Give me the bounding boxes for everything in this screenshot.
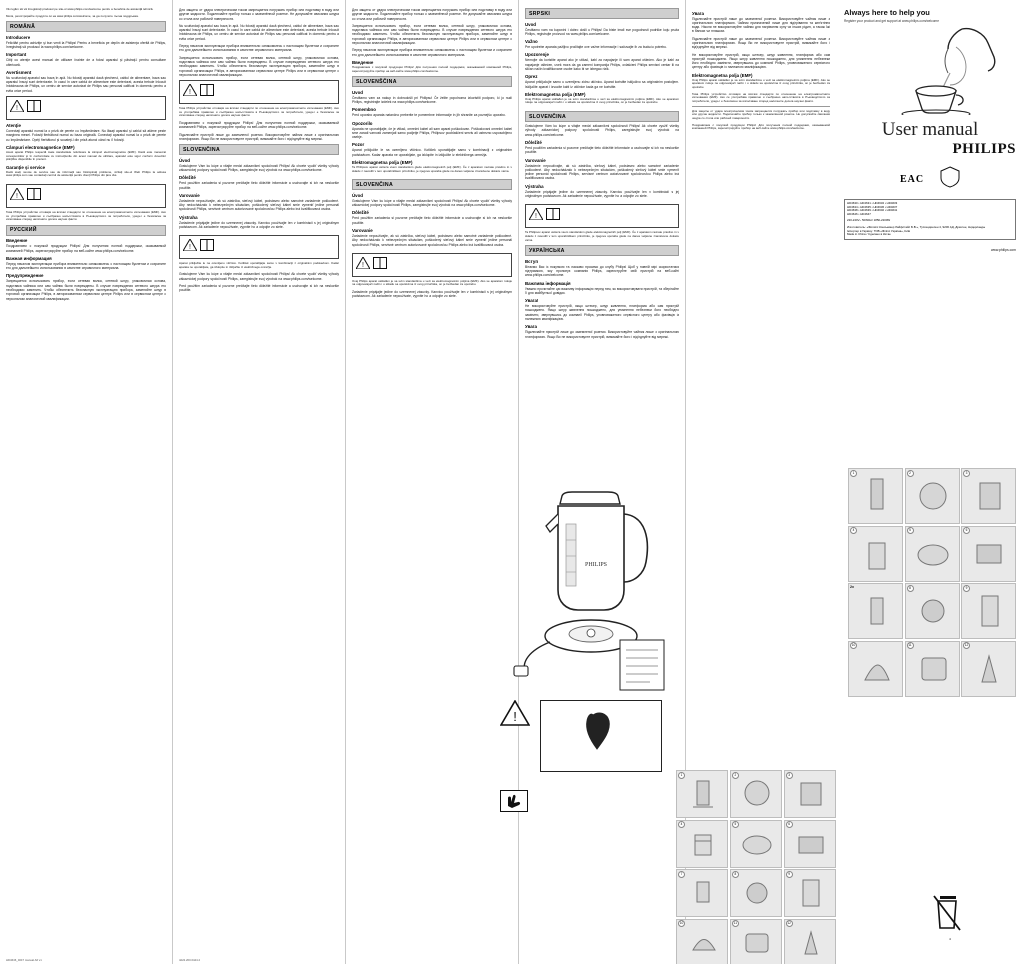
step-photo-grid-right <box>848 468 1016 697</box>
cup-pouring-illustration <box>844 23 1016 115</box>
body-text: Поздравляем с покупкой продукции Philips! Для получения полной поддержки, оказываемой компанией Philips, зарегистрируйте прибор на веб-сайте www.philips.com/welcome. <box>179 120 339 130</box>
body-text: Zariadenie pripájajte jedine do uzemnenej zásuvky. Kanvicu používajte len v kombinácii s jej originálnym podstavcom. Ak zariadenie nepoužívate, vypnite ho a odpojte zo siete. <box>179 220 339 229</box>
body-text: Gratulujeme Vám ku kúpe a vitajte medzi zákazníkmi spoločnosti Philips! Ak chcete využiť všetky výhody zákazníckej podpory spoločnosti Philips, zaregistrujte svoj výrobok na www.philips.com/welcome. <box>179 272 339 281</box>
svg-text:!: ! <box>16 192 18 200</box>
body-text: Pred použitím zariadenia si pozorne prečítajte tieto dôležité informácie a uschovajte si ich na neskoršie použitie. <box>179 284 339 293</box>
step-photo <box>676 919 728 964</box>
body-text: Для защиты от удара электрическим током запрещается погружать прибор или подставку в воду или другие жидкости. Подключайте прибор только к заземлённой розетке. Не допускайте свисания шнура со стола или рабочей поверхности. <box>352 8 512 21</box>
step-photo <box>905 526 960 582</box>
step-photo <box>961 583 1016 639</box>
body-text: Ovaj Philips aparat usklađen je sa svim standardima u vezi sa elektromagnetnim poljima (EMF). Ako se aparatom rukuje na odgovarajući način i u skladu sa uputstvima iz ovog priručnika, on je bezbedan za upotrebu. <box>525 96 679 105</box>
body-text: Поздравляем с покупкой продукции Philips! Для получения полной поддержки, оказываемой компанией Philips, зарегистрируйте прибор на веб-сайте www.philips.com/welcome. <box>6 244 166 253</box>
lang-heading-slovenski: SLOVENŠČINA <box>352 76 512 87</box>
step-number: 1 <box>850 470 857 477</box>
step-photo <box>905 641 960 697</box>
sub-heading: Вступ <box>525 258 538 264</box>
warning-box-4 <box>179 235 339 259</box>
body-text: Nu scufundaţi aparatul sau baza în apă. Nu folosiţi aparatul dacă ştecherul, cablul de alimentare, baza sau aparatul însuşi sunt deteriorate. În cazul în care cablul de alimentare este deteriorat, acesta trebuie înlocuit întotdeauna de Philips, un centru de service autorizat de Philips sau personal calificat în domeniu pentru a evita orice pericol. <box>6 75 166 93</box>
hand-icon-panel <box>500 790 530 817</box>
step-photo <box>784 820 836 868</box>
step-photo <box>961 641 1016 697</box>
step-photo-2x <box>848 583 903 639</box>
repeat-label: 2x <box>850 584 854 589</box>
sub-heading: Pozor <box>352 142 365 148</box>
section-slovencina <box>179 144 339 229</box>
body-text: Gratulujeme Vám ku kúpe a vitajte medzi zákazníkmi spoločnosti Philips! Ak chcete využiť všetky výhody zákazníckej podpory spoločnosti Philips, zaregistrujte svoj výrobok na www.philips.com/welcome. <box>525 124 679 137</box>
importer-ua: Імпортер в Україну: ТОВ «Філіпс Україна», Київ <box>847 228 911 233</box>
sub-heading: Введение <box>6 238 28 244</box>
manual-book-icon <box>546 207 560 225</box>
lang-heading-slovencina: SLOVENČINA <box>179 144 339 155</box>
section-srpski <box>525 8 679 105</box>
warning-box-6 <box>525 204 679 228</box>
warning-panel <box>500 700 530 731</box>
step-photo <box>961 526 1016 582</box>
section-russian <box>6 225 166 301</box>
step-photo <box>848 526 903 582</box>
warning-box-5 <box>352 253 512 277</box>
body-text: Gratulujeme Vám ku kúpe a vitajte medzi zákazníkmi spoločnosti Philips! Ak chcete využiť všetky výhody zákazníckej podpory spoločnosti Philips, zaregistrujte svoj výrobok na www.philips.com/welcome. <box>352 198 512 208</box>
lang-heading-slovensky: SLOVENČINA <box>352 179 512 190</box>
step-number: 10 <box>851 643 856 647</box>
warning-triangle-icon <box>183 83 197 101</box>
svg-text:!: ! <box>189 244 191 252</box>
step-number: 6 <box>786 821 793 828</box>
body-text: Čestitamo vam na kupovini i dobro došli u Philips! Da biste imali sve pogodnosti podrške koju pruža Philips, registrujte proizvod na www.philips.com/welcome. <box>525 27 679 36</box>
body-text: Zariadenie pripájajte jedine do uzemnenej zásuvky. Kanvicu používajte len v kombinácii s jej originálnym podstavcom. Ak zariadenie nepoužívate, vypnite ho a odpojte zo siete. <box>525 189 679 199</box>
divider-rule <box>692 106 830 107</box>
emf-note: Това Philips устройство отговаря на всички стандарти по отношение на електромагнитните излъчвания (EMF). Ако се употребява правилно и съобразно напътствията в Ръководството за потребителя, уредът е безопасен за използване според наличните досега научни факти. <box>6 209 166 222</box>
step-photo <box>848 468 903 524</box>
model-line: HD4638 • HD4639 • HD4640 • HD4641 <box>847 208 898 213</box>
body-text: Acest aparat Philips respectă toate standardele referitoare la câmpuri electromagnetice (EMF). Dacă este manevrat corespunzător şi în conformitate cu instrucţiunile din acest manual de utilizare, aparatul este sigur conform dovezilor ştiinţifice disponibile în prezent. <box>6 149 166 162</box>
body-text: Dacă aveţi nevoie de service sau de informaţii sau întâmpinaţi probleme, vizitaţi site-ul Web Philips la adresa www.philips.com sau contactaţi centrul de asistenţă pentru clienţi Philips din ţara dvs. <box>6 169 166 178</box>
body-text: Pred použitím zariadenia si pozorne prečítajte tieto dôležité informácie a uschovajte si ich na neskoršie použitie. <box>525 145 679 155</box>
sub-heading: Opozorilo <box>352 120 373 126</box>
section-ukrainian <box>525 245 679 339</box>
step-photo <box>676 770 728 818</box>
step-number: 7 <box>678 871 685 878</box>
sub-heading: Úvod <box>352 192 363 198</box>
step-photo <box>961 468 1016 524</box>
body-text: Підключайте пристрій лише до заземленої розетки. Використовуйте чайник лише з оригінальною платформою. Якщо Ви не використовуєте пристрій, вимикайте його і від'єднуйте від мережі. <box>525 330 679 339</box>
step-number: 12 <box>964 643 969 647</box>
step-number: 8 <box>732 871 739 878</box>
sub-heading: Увага <box>692 10 704 16</box>
step-number: 1 <box>678 772 685 779</box>
body-text: Не використовуйте пристрій, якщо штекер, шнур живлення, платформа або сам пристрій пошкоджено. Якщо шнур живлення пошкоджено, для уникнення небезпеки його необхідно замінити, звернувшись до компанії Philips, уповноваженого сервісного центру або фахівців із належною кваліфікацією. <box>692 52 830 70</box>
sub-heading: Garanţie şi service <box>6 164 46 170</box>
body-text: Перед началом эксплуатации прибора внимательно ознакомьтесь с настоящим буклетом и сохраните его для дальнейшего использования в качестве справочного материала. <box>352 48 512 57</box>
body-text: Aparat priključujte samo u uzemljenu zidnu utičnicu. Aparat koristite isključivo sa originalnim postoljem. Isključite aparat i izvucite kabl iz utičnice kada ga ne koristite. <box>525 80 679 89</box>
step-number: 11 <box>733 921 737 925</box>
body-text: Gratulujeme Vám ku kúpe a vitajte medzi zákazníkmi spoločnosti Philips! Ak chcete využiť všetky výhody zákazníckej podpory spoločnosti Philips, zaregistrujte svoj výrobok na www.philips.com/welcome. <box>179 163 339 172</box>
body-text: Перед началом эксплуатации прибора внимательно ознакомьтесь с настоящим буклетом и сохраните его для дальнейшего использования в качестве справочного материала. <box>6 261 166 271</box>
body-text: Pred použitím zariadenia si pozorne prečítajte tieto dôležité informácie a uschovajte si ich na neskoršie použitie. <box>352 216 512 225</box>
sub-heading: Varovanie <box>179 192 200 198</box>
section-romana <box>6 21 166 178</box>
sub-heading: Výstraha <box>525 183 544 189</box>
warning-box <box>6 96 166 120</box>
body-text: Ovaj Philips aparat usklađen je sa svim standardima u vezi sa elektromagnetnim poljima (EMF). Ako se aparatom rukuje na odgovarajući način i u skladu sa uputstvima iz ovog priručnika, on je bezbedan za upotrebu. <box>692 77 830 89</box>
step-photo <box>784 770 836 818</box>
section-slovensky-2 <box>352 179 512 247</box>
warning-box-2 <box>6 184 166 208</box>
manual-book-icon <box>200 238 214 256</box>
body-text: Вітаємо Вас із покупкою та ласкаво просимо до клубу Philips! Щоб у повній мірі скористатися підтримкою, яку пропонує компанія Philips, зареєструйте свій пристрій на веб-сайті www.philips.com/welcome. <box>525 264 679 278</box>
step-number: 11 <box>908 643 912 647</box>
body-text: Перед началом эксплуатации прибора внимательно ознакомьтесь с настоящим буклетом и сохраните его для дальнейшего использования в качестве справочного материала. <box>179 44 339 53</box>
tagline-sub: Register your product and get support at www.philips.com/welcome <box>844 19 939 23</box>
warning-box-3 <box>179 80 339 104</box>
sub-heading: Введение <box>352 59 374 65</box>
sub-heading: Câmpuri electromagnetice (EMF) <box>6 144 75 150</box>
body-text: Поздравляем с покупкой продукции Philips! Для получения полной поддержки, оказываемой компанией Philips, зарегистрируйте прибор на веб-сайте www.philips.com/welcome. <box>352 64 512 73</box>
step-photo <box>676 869 728 917</box>
sub-heading: Upozorenje <box>525 52 549 58</box>
sub-heading: Dôležité <box>179 175 196 181</box>
step-photo-grid-left <box>676 770 836 964</box>
emf-note-3: Aparat priključite le na ozemljeno vtičnico. Kotliček uporabljajte samo v kombinaciji z originalnim podstavkom. Kadar aparata ne uporabljate, ga izklopite in izključite iz električnega omrežja. <box>179 261 339 269</box>
sub-heading: Dôležité <box>352 210 369 216</box>
body-text: Для защиты от удара электрическим током запрещается погружать прибор или подставку в воду или другие жидкости. Подключайте прибор только к заземлённой розетке. Не допускайте свисания шнура со стола или рабочей поверхности. <box>179 8 339 21</box>
step-number: 4 <box>678 821 685 828</box>
step-photo <box>905 583 960 639</box>
svg-text:PHILIPS: PHILIPS <box>584 562 608 568</box>
step-number: 9 <box>786 871 793 878</box>
body-text: Zariadenie nepoužívajte, ak sú zástrčka, sieťový kábel, podstavec alebo samotné zariadenie poškodené. Aby nedochádzalo k nebezpečným situáciám, poškodený sieťový kábel smie vymeniť jedine personál spoločnosti Philips, servisné centrum autorizované spoločnosťou Philips alebo iná kvalifikovaná osoba. <box>525 163 679 181</box>
body-text: Підключайте пристрій лише до заземленої розетки. Використовуйте чайник лише з оригінальною платформою. Якщо Ви не використовуєте пристрій, вимикайте його і від'єднуйте від мережі. <box>179 132 339 141</box>
step-photo <box>848 641 903 697</box>
sub-heading: Pomembno <box>352 107 376 113</box>
column-3 <box>346 0 518 964</box>
lang-heading-ukrainian: УКРАЇНСЬКА <box>525 245 679 256</box>
top-note: Vă rugăm să vă înregistraţi produsul pe site-ul www.philips.com/welcome pentru a beneficia de asistenţă tehnică. <box>6 7 154 11</box>
emf-note-4: Ovaj Philips aparat usklađen je sa svim standardima u vezi sa elektromagnetnim poljima (EMF). Ako se aparatom rukuje na odgovarajući način i u skladu sa uputstvima iz ovog priručnika, on je bezbedan za upotrebu. <box>352 278 512 287</box>
model-approvals <box>844 199 1016 240</box>
made-in: Made in China / Сделано в Китае <box>847 232 891 237</box>
sub-heading: Uvod <box>352 89 363 95</box>
page-title: User manual <box>881 119 979 140</box>
emf-note-2: Това Philips устройство отговаря на всички стандарти по отношение на електромагнитните излъчвания (EMF). Ако се употребява правилно и съобразно напътствията в Ръководството за потребителя, уредът е безопасен за използване според наличните досега научни факти. <box>179 106 339 118</box>
body-text: Pre upotrebe aparata pažljivo pročitajte ove važne informacije i sačuvajte ih za buduću potrebu. <box>525 45 667 50</box>
brand-logo: PHILIPS <box>952 141 1016 157</box>
body-text: Pred uporabo aparata natančno preberite te pomembne informacije in jih shranite za poznejšo uporabo. <box>352 113 506 118</box>
manual-book-icon <box>373 256 387 274</box>
column-1 <box>0 0 172 964</box>
body-text: Това Philips устройство отговаря на всички стандарти по отношение на електромагнитните излъчвания (EMF). Ако се употребява правилно и съобразно напътствията в Ръководството за потребителя, уредът е безопасен за използване според наличните досега научни факти. <box>692 91 830 103</box>
body-text: Nemojte da koristite aparat ako je utikač, kabl za napajanje ili sam aparat oštećen. Ako je kabl za napajanje oštećen, uvek mora da ga zameni kompanija Philips, ovlašćeni Philips servisni centar ili na sličan način kvalifikovane osobe kako bi se izbegao rizik. <box>525 58 679 71</box>
lang-heading-srpski: SRPSKI <box>525 8 679 19</box>
warning-triangle-icon <box>183 238 197 256</box>
manual-book-icon <box>27 99 41 117</box>
sub-heading: Varovanie <box>352 227 373 233</box>
body-text: Ta Philipsov aparat ustreza vsem standardom glede elektromagnetnih polj (EMF). Če z aparatom ravnate pravilno in v skladu z navodili v tem uporabniškem priročniku, je njegova uporaba glede na danes veljavne znanstvene dokaze varna. <box>352 165 512 173</box>
body-text: Zariadenie nepoužívajte, ak sú zástrčka, sieťový kábel, podstavec alebo samotné zariadenie poškodené. Aby nedochádzalo k nebezpečným situáciám, poškodený sieťový kábel smie vymeniť jedine personál spoločnosti Philips, servisné centrum autorizované spoločnosťou Philips alebo iná kvalifikovaná osoba. <box>179 198 339 212</box>
column-2 <box>173 0 345 964</box>
sub-heading: Uvod <box>525 21 536 27</box>
step-number: 10 <box>679 921 684 925</box>
kettle-illustration <box>500 470 680 700</box>
step-number: 4 <box>850 527 857 534</box>
step-photo <box>730 869 782 917</box>
recycle-panel <box>930 892 970 941</box>
section-slovenski <box>352 76 512 173</box>
body-text: Підключайте пристрій лише до заземленої розетки. Використовуйте чайник лише з оригінальною платформою. Якщо Ви не використовуєте пристрій, вимикайте його і від'єднуйте від мережі. <box>692 36 830 50</box>
sub-heading: Výstraha <box>179 214 198 220</box>
step-number: 5 <box>732 821 739 828</box>
warning-triangle-icon <box>529 207 543 225</box>
body-text: Pred použitím zariadenia si pozorne prečítajte tieto dôležité informácie a uschovajte si ich na neskoršie použitie. <box>179 181 339 190</box>
sub-heading: Elektromagnetna polja (EMF) <box>525 91 586 97</box>
body-text: Поздравляем с покупкой продукции Philips! Для получения полной поддержки, оказываемой компанией Philips, зарегистрируйте прибор на веб-сайте www.philips.com/welcome. <box>692 122 830 131</box>
recycle-label: 4 <box>949 937 951 941</box>
model-line: HD4634 • HD4635 • HD4636 • HD4637 <box>847 204 898 209</box>
step-number: 6 <box>963 527 970 534</box>
warning-exclamation: ! <box>513 709 517 724</box>
body-text: Felicitări pentru achiziţie şi bun venit la Philips! Pentru a beneficia pe deplin de asistenţa oferită de Philips, înregistraţi-vă produsul la www.philips.com/welcome. <box>6 40 166 49</box>
step-number: 12 <box>787 921 791 925</box>
svg-text:!: ! <box>362 261 364 269</box>
sub-heading: Avertisment <box>6 69 32 75</box>
sub-heading: Elektromagnetna polja (EMF) <box>692 72 753 78</box>
step-number: 3 <box>786 772 793 779</box>
warning-triangle-icon <box>10 187 24 205</box>
footer-left: HD4646_4647 manual A6 v1 <box>6 958 42 962</box>
body-text: Aparat priključite le na ozemljeno vtičnico. Kotliček uporabljajte samo v kombinaciji z originalnim podstavkom. Kadar aparata ne uporabljate, ga izklopite in izključite iz električnega omrežja. <box>352 148 512 157</box>
footer-code: 4222.200.0444.2 <box>179 958 200 962</box>
step-number: 9 <box>963 585 970 592</box>
sub-heading: Увага! <box>525 298 539 304</box>
model-line: HD4630 • HD4631 • HD4632 • HD4633 <box>847 201 898 205</box>
step-number: 5 <box>907 527 914 534</box>
manual-book-icon <box>200 83 214 101</box>
sub-heading: Dôležité <box>525 139 542 145</box>
sub-heading: Увага <box>525 324 537 330</box>
section-slovencina-b <box>525 111 679 198</box>
body-text: Для защиты от удара электрическим током запрещается погружать прибор или подставку в воду или другие жидкости. Подключайте прибор только к заземлённой розетке. Не допускайте свисания шнура со стола или рабочей поверхности. <box>692 108 830 121</box>
body-text: Conectaţi aparatul numai la o priză de perete cu împământare. Nu lăsaţi aparatul şi cablul să atârne peste marginea mesei. Folosiţi fierbătorul numai cu baza originală. Conectaţi aparatul numai la o priză de perete cu împământare. Opriţi fierbătorul şi scoateţi-l din priză atunci când nu îl folosiţi. <box>6 129 166 142</box>
svg-text:!: ! <box>535 213 537 221</box>
body-text: Zariadenie pripájajte jedine do uzemnenej zásuvky. Kanvicu používajte len v kombinácii s jej originálnym podstavcom. Ak zariadenie nepoužívate, vypnite ho a odpojte zo siete. <box>352 289 512 299</box>
importer-ru: Изготовитель: «Филипс Консьюмер Лайфстайл Б.В.», Туссендиепен 4, 9206 АД, Драхтен, Нидерланды <box>847 224 986 229</box>
body-text: Čestitamo vam za nakup in dobrodošli pri Philipsu! Če želite popolnoma izkoristiti podporo, ki jo nudi Philips, registrirajte izdelek na www.philips.com/welcome. <box>352 95 512 104</box>
sub-heading: Introducere <box>6 34 31 40</box>
body-text: Nu scufundaţi aparatul sau baza în apă. Nu folosiţi aparatul dacă ştecherul, cablul de alimentare, baza sau aparatul însuşi sunt deteriorate. În cazul în care cablul de alimentare este deteriorat, acesta trebuie înlocuit întotdeauna de Philips, un centru de service autorizat de Philips sau personal calificat în domeniu pentru a evita orice pericol. <box>179 23 339 41</box>
svg-text:!: ! <box>16 105 18 113</box>
body-text: Zariadenie nepoužívajte, ak sú zástrčka, sieťový kábel, podstavec alebo samotné zariadenie poškodené. Aby nedochádzalo k nebezpečným situáciám, poškodený sieťový kábel smie vymeniť jedine personál spoločnosti Philips, servisné centrum autorizované spoločnosťou Philips alebo iná kvalifikovaná osoba. <box>352 233 512 247</box>
manual-book-icon <box>27 187 41 205</box>
sub-heading: Important <box>6 52 27 58</box>
step-number: 3 <box>963 470 970 477</box>
website: www.philips.com <box>990 247 1016 252</box>
sub-heading: Важная информация <box>6 255 52 261</box>
step-photo <box>784 919 836 964</box>
warning-triangle-icon <box>10 99 24 117</box>
sub-heading: Elektromagnetna polja (EMF) <box>352 160 413 166</box>
step-photo <box>730 919 782 964</box>
warning-triangle-icon <box>356 256 370 274</box>
step-number: 2 <box>732 772 739 779</box>
sub-heading: Úvod <box>179 157 190 163</box>
model-line: HD4646 • HD4647 <box>847 211 871 216</box>
step-number: 8 <box>907 585 914 592</box>
lang-heading-slovencina-b: SLOVENČINA <box>525 111 679 122</box>
body-text: Не використовуйте пристрій, якщо штекер, шнур живлення, платформа або сам пристрій пошкоджено. Якщо шнур живлення пошкоджено, для уникнення небезпеки його необхідно замінити, звернувшись до компанії Philips, уповноваженого сервісного центру або фахівців із належною кваліфікацією. <box>525 304 679 321</box>
tagline: Always here to help you <box>844 8 930 17</box>
top-note-2: Моля, регистрирайте продукта си на www.philips.com/welcome, за да получите пълна поддръжка. <box>6 13 139 18</box>
step-photo <box>905 468 960 524</box>
sub-heading: Važno <box>525 39 538 45</box>
svg-text:!: ! <box>189 89 191 97</box>
lang-heading-russian: РУССКИЙ <box>6 225 166 236</box>
step-photo <box>784 869 836 917</box>
step-photo <box>730 820 782 868</box>
body-text: Aparata ne uporabljajte, če je vtikač, omrežni kabel ali sam aparat poškodovan. Poškodovani omrežni kabel sme zaradi varnosti zamenjati samo podjetje Philips, Philipsov pooblaščeni servis ali ustrezno usposobljeno osebje. <box>352 126 512 140</box>
approval-marks <box>844 166 1016 193</box>
body-text: Запрещается использовать прибор, если сетевая вилка, сетевой шнур, упаковочная основа, подставка чайника или сам чайник были повреждены. В случае повреждения сетевого шнура его необходимо заменить. Чтобы обеспечить безопасную эксплуатацию прибора, заменяйте шнур в торговой организации Philips, в авторизованном сервисном центре Philips или в сервисном центре с персоналом аналогичной квалификации. <box>179 55 339 77</box>
sub-heading: Предупреждение <box>6 273 44 279</box>
sub-heading: Atenţie <box>6 123 21 129</box>
sub-heading: Varovanie <box>525 157 546 163</box>
body-text: Запрещается использовать прибор, если сетевая вилка, сетевой шнур, упаковочная основа, подставка чайника или сам чайник были повреждены. В случае повреждения сетевого шнура его необходимо заменить. Чтобы обеспечить безопасную эксплуатацию прибора, заменяйте шнур в торговой организации Philips, в авторизованном сервисном центре Philips или в сервисном центре с персоналом аналогичной квалификации. <box>352 23 512 46</box>
warning-figure-box <box>540 700 662 772</box>
sub-heading: Важлива інформація <box>525 280 571 286</box>
voltage-line: 220-240V~ 50/60Hz 1850-2200W <box>847 218 891 223</box>
step-number: 2 <box>907 470 914 477</box>
eac-mark: EAC <box>899 174 925 185</box>
step-photo <box>676 820 728 868</box>
emf-note-5: Ta Philipsov aparat ustreza vsem standardom glede elektromagnetnih polj (EMF). Če z aparatom ravnate pravilno in v skladu z navodili v tem uporabniškem priročniku, je njegova uporaba glede na danes veljavne znanstvene dokaze varna. <box>525 230 679 242</box>
body-text: Citiţi cu atenţie acest manual de utilizare înainte de a folosi aparatul şi păstraţi-l pentru consultare ulterioară. <box>6 58 166 67</box>
lang-heading-romana: ROMÂNĂ <box>6 21 166 32</box>
step-photo <box>730 770 782 818</box>
sub-heading: Oprez <box>525 74 538 80</box>
body-text: Запрещается использовать прибор, если сетевая вилка, сетевой шнур, упаковочная основа, подставка чайника или сам чайник были повреждены. В случае повреждения сетевого шнура его необходимо заменить. Чтобы обеспечить безопасную эксплуатацию прибора, заменяйте шнур в торговой организации Philips, в авторизованном сервисном центре Philips или в сервисном центре с персоналом аналогичной квалификации. <box>6 279 166 301</box>
brand-header <box>844 8 1016 252</box>
body-text: Уважно прочитайте цю важливу інформацію перед тим, як використовувати пристрій, та зберігайте її для майбутньої довідки. <box>525 286 679 295</box>
body-text: Підключайте пристрій лише до заземленої розетки. Використовуйте чайник лише з оригінальною платформою. Чайник призначений лише для підігрівання та кип'ятіння води. Ніколи не використовуйте чайник для нагрівання супу чи інших рідин, а також їжі в банках чи пляшках. <box>692 16 830 34</box>
philips-shield-icon <box>940 166 960 193</box>
